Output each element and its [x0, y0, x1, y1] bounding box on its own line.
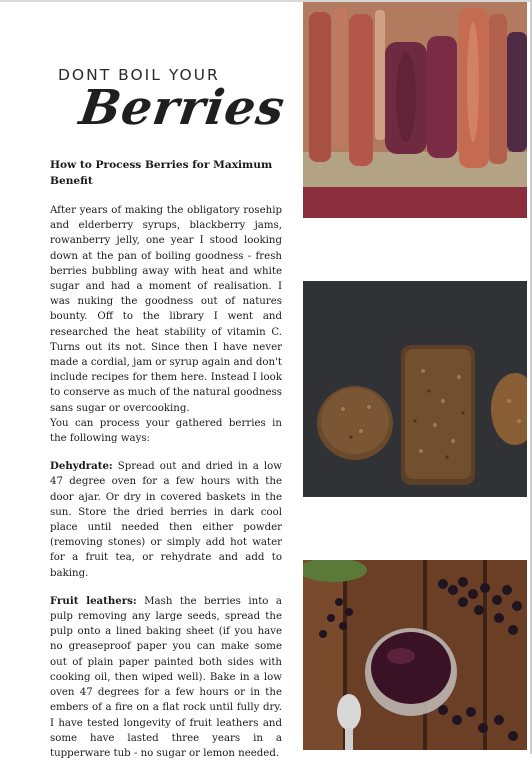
fruit-leather-rolls-photo: [303, 2, 527, 218]
ways-intro-paragraph: You can process your gathered berries in the following ways:: [50, 417, 282, 445]
elderberry-jam-photo: [303, 560, 527, 750]
intro-paragraph: After years of making the obligatory rosehip and elderberry syrups, blackberry jams, rowanberry jelly, one year I stood looking down at the pan of boiling goodness - fresh berries bubbling away with heat and white sugar and had a moment of realisation. I was nuking the goodness out of natures bounty. Off to the library I went and researched the heat stability of vitamin C. Turns out its not. Since then I have never made a cordial, jam or syrup again and don't include recipes for them here. Instead I look to conserve as much of the natural goodness sans sugar or overcooking.: [50, 205, 282, 414]
title-script-word: Berries: [76, 80, 289, 136]
fruit-leathers-text: Mash the berries into a pulp removing any large seeds, spread the pulp onto a lined baking sheet (if you have no greaseproof paper you can make some out of plain paper painted both sides with cooking oil, then wiped well). Bake in a low oven 47 degrees for a few hours or in the embers of a fire on a flat rock until fully dry. I have tested longevity of fruit leathers and some have lasted three years in a tupperware tub - no sugar or lemon needed.: [50, 595, 282, 759]
fruit-leathers-label: Fruit leathers:: [50, 594, 137, 607]
section-subtitle: How to Process Berries for Maximum Benefit: [50, 159, 273, 187]
dehydrate-paragraph: [50, 459, 282, 581]
dehydrate-text: Spread out and dried in a low 47 degree oven for a few hours with the door ajar. Or dry in covered baskets in the sun. Store the dried berries in dark cool place until needed then either powder (removing stones) or simply add hot water for a fruit tea, or rehydrate and add to baking.: [50, 461, 282, 579]
title-line-1: DONT BOIL YOUR: [58, 66, 220, 84]
fruit-leathers-paragraph: [50, 594, 282, 761]
seed-bread-slate-photo: [303, 281, 527, 497]
dehydrate-label: Dehydrate:: [50, 460, 113, 473]
article-body: [50, 203, 282, 761]
